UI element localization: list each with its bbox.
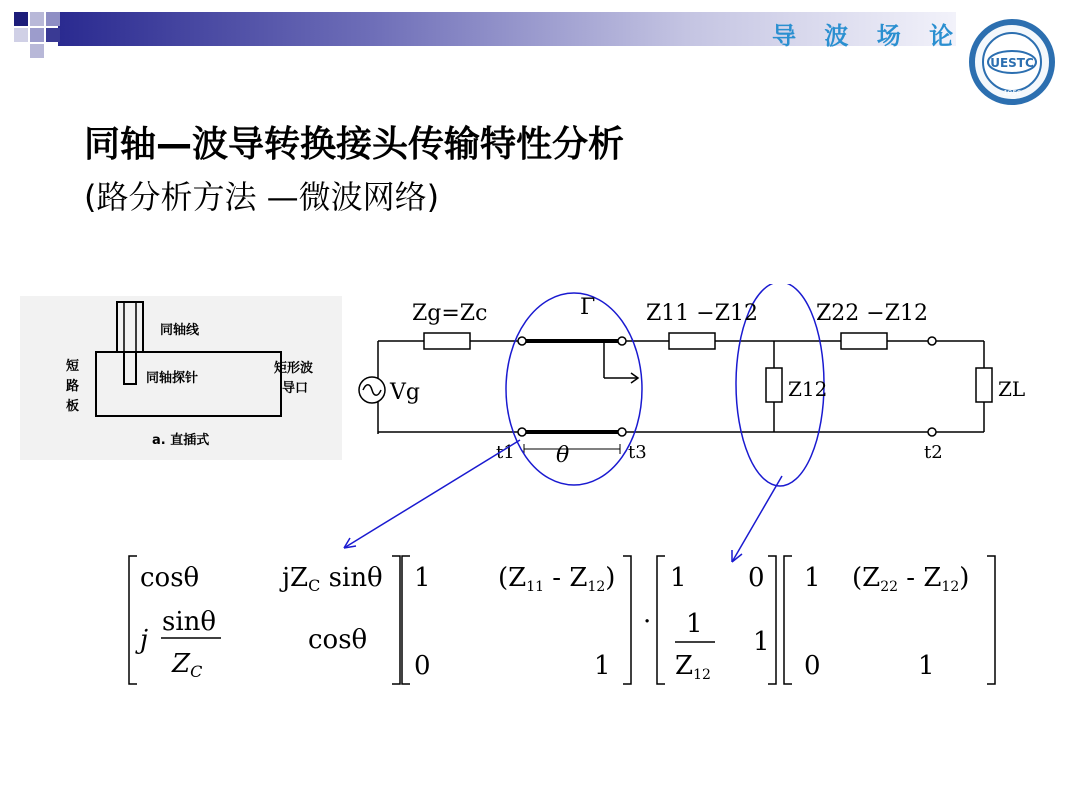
zg-label: Zg=Zc [412,301,488,326]
m2-a22: 1 [594,651,611,681]
theta-label: θ [556,443,570,468]
short-plate-label-1: 短 [66,359,80,374]
m4-a21: 0 [804,651,821,681]
logo-text: UESTC [990,56,1034,70]
figure-caption: a. 直插式 [152,433,210,448]
line-section-matrix [135,563,383,681]
series-impedance-matrix-2 [804,563,969,681]
series-impedance-matrix-1 [414,563,615,681]
m3-a12: 0 [748,563,765,593]
short-plate-label-3: 板 [66,399,80,414]
m1-a21-num: sinθ [162,607,217,637]
page-title: 同轴—波导转换接头传输特性分析 [84,124,625,165]
coax-line-label: 同轴线 [160,323,200,338]
m3-a11: 1 [670,563,687,593]
course-title: 导 波 场 论 [772,22,964,50]
m1-a21-den: ZC [172,649,203,681]
waveguide-port-label-1: 矩形波 [274,361,314,376]
abcd-matrix-equation [110,548,1010,694]
shunt-admittance-matrix [670,563,770,683]
short-plate-label-2: 路 [66,379,80,394]
m1-a11: cosθ [140,563,200,593]
coax-probe-label: 同轴探针 [146,371,199,386]
m3-a21-den: Z12 [675,651,711,683]
waveguide-port-label-2: 导口 [282,381,309,396]
logo-year: 1956 [1003,89,1021,97]
m2-a21: 0 [414,651,431,681]
m3-a21-num: 1 [686,609,703,639]
zl-label: ZL [998,377,1026,401]
m4-a11: 1 [804,563,821,593]
t3-label: t3 [628,442,647,463]
arrow-to-line-matrix [344,440,520,548]
m1-a21-j: j [140,625,149,655]
m2-a12: (Z11 - Z12) [498,563,616,595]
m3-a22: 1 [753,627,770,657]
m2-a11: 1 [414,563,431,593]
z22-z12-label: Z22 −Z12 [816,301,928,326]
m1-a22: cosθ [308,625,368,655]
multiply-dot: · [643,607,652,637]
z12-shunt-label: Z12 [788,377,828,401]
gamma-label: Γ [580,295,596,320]
m4-a22: 1 [918,651,935,681]
z11-z12-label: Z11 −Z12 [646,301,758,326]
page-subtitle: (路分析方法 —微波网络) [84,178,440,216]
m1-a12: jZC sinθ [282,563,383,595]
vg-label: Vg [390,380,420,405]
m4-a12: (Z22 - Z12) [852,563,970,595]
t1-label: t1 [496,442,515,463]
transition-structure-figure [20,296,342,460]
t2-label: t2 [924,442,943,463]
university-logo [968,12,1056,108]
